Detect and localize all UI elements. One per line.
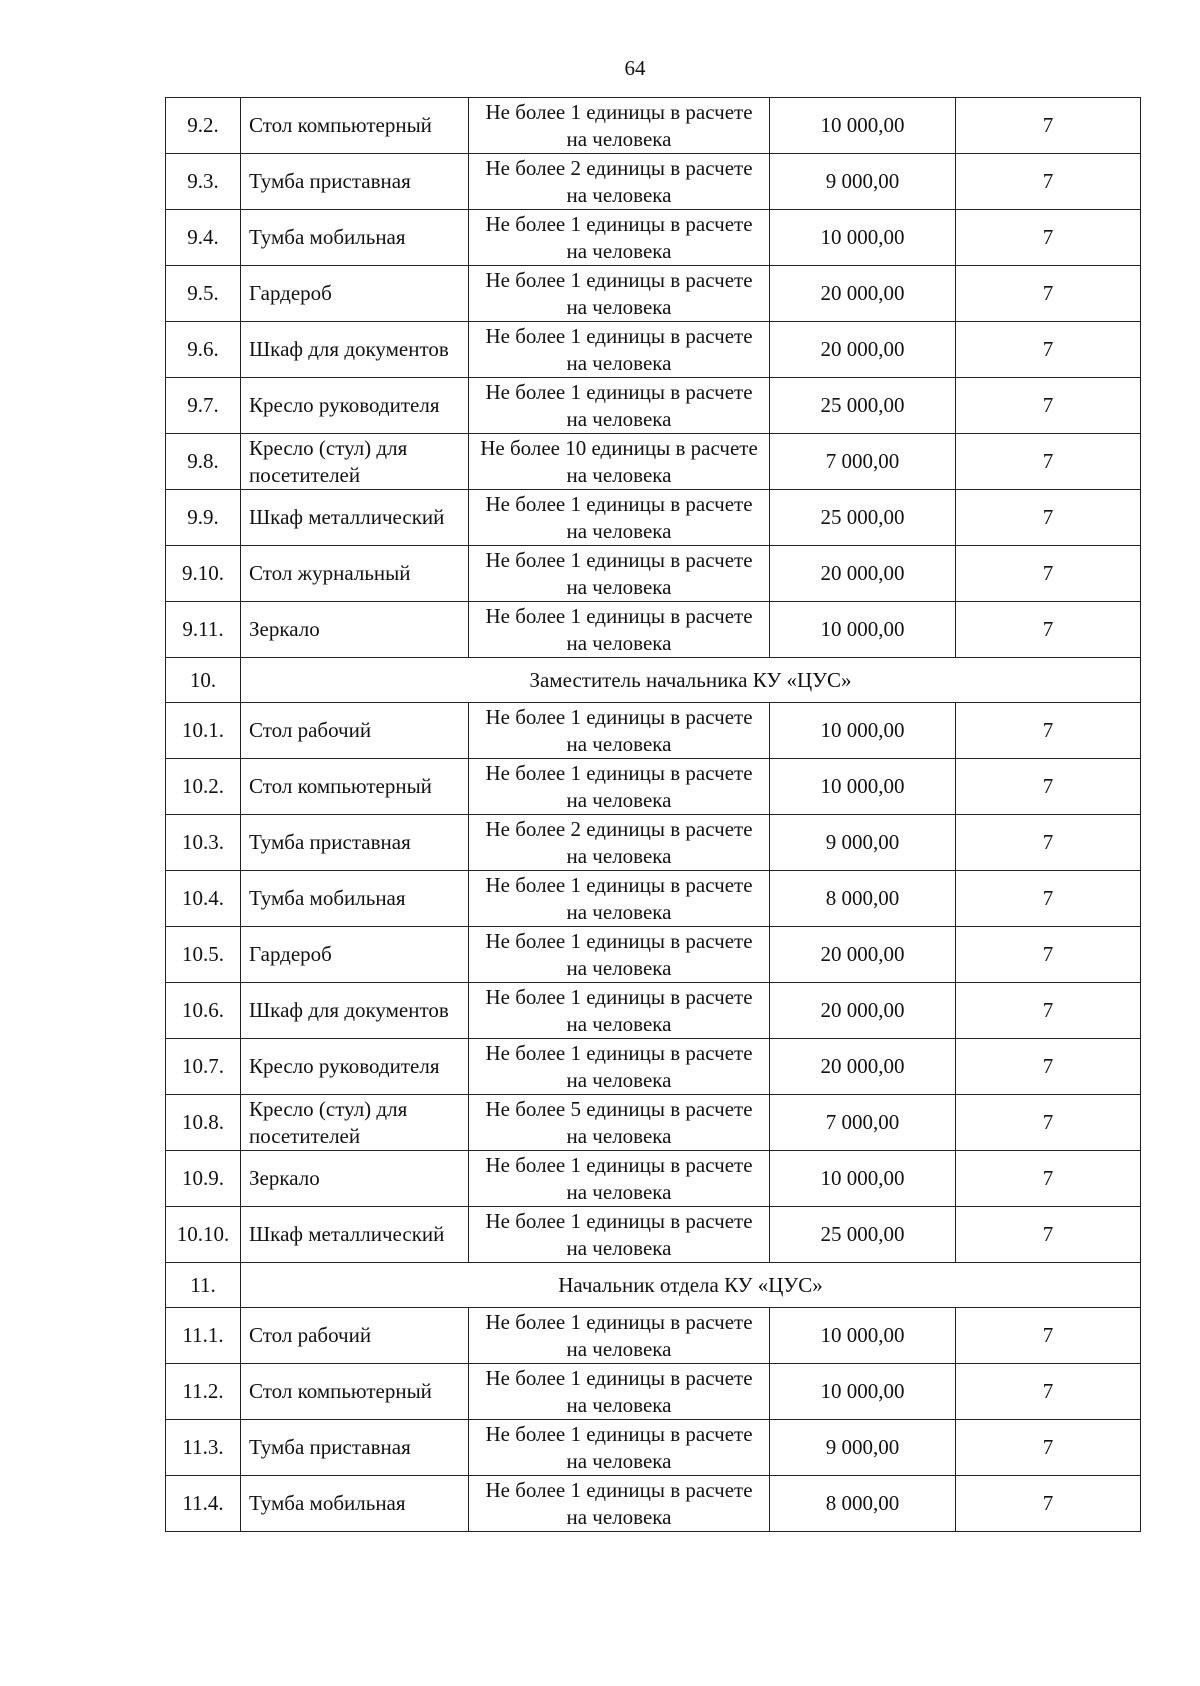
- item-quantity-norm: Не более 1 единицы в расчете на человека: [469, 266, 770, 322]
- item-quantity-norm: Не более 10 единицы в расчете на человека: [469, 434, 770, 490]
- item-quantity-norm: Не более 1 единицы в расчете на человека: [469, 759, 770, 815]
- item-name: Стол компьютерный: [241, 98, 469, 154]
- item-term: 7: [956, 759, 1141, 815]
- row-number: 9.2.: [166, 98, 241, 154]
- row-number: 10.5.: [166, 927, 241, 983]
- item-name: Стол рабочий: [241, 1308, 469, 1364]
- table-row: [166, 703, 1141, 759]
- table-row: [166, 378, 1141, 434]
- item-term: 7: [956, 210, 1141, 266]
- row-number: 10.7.: [166, 1039, 241, 1095]
- item-name: Стол компьютерный: [241, 759, 469, 815]
- item-quantity-norm: Не более 1 единицы в расчете на человека: [469, 1364, 770, 1420]
- row-number: 10.10.: [166, 1207, 241, 1263]
- table-row: [166, 490, 1141, 546]
- item-term: 7: [956, 1476, 1141, 1532]
- item-quantity-norm: Не более 1 единицы в расчете на человека: [469, 546, 770, 602]
- row-number: 9.8.: [166, 434, 241, 490]
- item-term: 7: [956, 602, 1141, 658]
- item-quantity-norm: Не более 1 единицы в расчете на человека: [469, 210, 770, 266]
- item-term: 7: [956, 1207, 1141, 1263]
- section-row: [166, 1263, 1141, 1308]
- table-row: [166, 871, 1141, 927]
- table-body: [166, 98, 1141, 1532]
- item-quantity-norm: Не более 1 единицы в расчете на человека: [469, 322, 770, 378]
- item-name: Гардероб: [241, 927, 469, 983]
- item-price: 20 000,00: [770, 1039, 956, 1095]
- item-quantity-norm: Не более 1 единицы в расчете на человека: [469, 98, 770, 154]
- table-row: [166, 1420, 1141, 1476]
- row-number: 10.2.: [166, 759, 241, 815]
- section-title: Начальник отдела КУ «ЦУС»: [241, 1263, 1141, 1308]
- table-row: [166, 1207, 1141, 1263]
- table-row: [166, 759, 1141, 815]
- row-number: 10.1.: [166, 703, 241, 759]
- section-title: Заместитель начальника КУ «ЦУС»: [241, 658, 1141, 703]
- row-number: 11.3.: [166, 1420, 241, 1476]
- item-term: 7: [956, 266, 1141, 322]
- item-term: 7: [956, 98, 1141, 154]
- table-row: [166, 983, 1141, 1039]
- item-quantity-norm: Не более 1 единицы в расчете на человека: [469, 1420, 770, 1476]
- item-term: 7: [956, 322, 1141, 378]
- item-quantity-norm: Не более 1 единицы в расчете на человека: [469, 871, 770, 927]
- table-row: [166, 266, 1141, 322]
- item-name: Кресло (стул) для посетителей: [241, 434, 469, 490]
- item-quantity-norm: Не более 1 единицы в расчете на человека: [469, 1476, 770, 1532]
- section-row: [166, 658, 1141, 703]
- item-name: Тумба приставная: [241, 154, 469, 210]
- item-price: 25 000,00: [770, 490, 956, 546]
- item-quantity-norm: Не более 1 единицы в расчете на человека: [469, 983, 770, 1039]
- item-quantity-norm: Не более 1 единицы в расчете на человека: [469, 378, 770, 434]
- row-number: 10.4.: [166, 871, 241, 927]
- item-price: 25 000,00: [770, 378, 956, 434]
- item-name: Шкаф металлический: [241, 490, 469, 546]
- item-name: Тумба мобильная: [241, 1476, 469, 1532]
- item-term: 7: [956, 378, 1141, 434]
- item-name: Зеркало: [241, 602, 469, 658]
- table-row: [166, 1095, 1141, 1151]
- item-quantity-norm: Не более 1 единицы в расчете на человека: [469, 1039, 770, 1095]
- item-price: 8 000,00: [770, 1476, 956, 1532]
- furniture-norms-table: [165, 97, 1141, 1532]
- table-row: [166, 602, 1141, 658]
- item-price: 8 000,00: [770, 871, 956, 927]
- row-number: 10.8.: [166, 1095, 241, 1151]
- item-price: 7 000,00: [770, 434, 956, 490]
- table-row: [166, 546, 1141, 602]
- item-term: 7: [956, 1095, 1141, 1151]
- item-term: 7: [956, 154, 1141, 210]
- row-number: 9.10.: [166, 546, 241, 602]
- item-name: Тумба приставная: [241, 1420, 469, 1476]
- item-price: 10 000,00: [770, 98, 956, 154]
- item-quantity-norm: Не более 2 единицы в расчете на человека: [469, 154, 770, 210]
- row-number: 10.6.: [166, 983, 241, 1039]
- item-term: 7: [956, 927, 1141, 983]
- row-number: 10.9.: [166, 1151, 241, 1207]
- item-term: 7: [956, 1039, 1141, 1095]
- table-row: [166, 1151, 1141, 1207]
- item-name: Тумба приставная: [241, 815, 469, 871]
- item-name: Шкаф для документов: [241, 322, 469, 378]
- item-term: 7: [956, 983, 1141, 1039]
- item-term: 7: [956, 871, 1141, 927]
- item-quantity-norm: Не более 1 единицы в расчете на человека: [469, 490, 770, 546]
- table-row: [166, 815, 1141, 871]
- row-number: 9.4.: [166, 210, 241, 266]
- item-price: 20 000,00: [770, 266, 956, 322]
- row-number: 9.3.: [166, 154, 241, 210]
- item-term: 7: [956, 490, 1141, 546]
- row-number: 9.5.: [166, 266, 241, 322]
- item-term: 7: [956, 1151, 1141, 1207]
- item-price: 9 000,00: [770, 154, 956, 210]
- row-number: 9.11.: [166, 602, 241, 658]
- item-price: 25 000,00: [770, 1207, 956, 1263]
- item-term: 7: [956, 1364, 1141, 1420]
- table-row: [166, 1476, 1141, 1532]
- item-price: 10 000,00: [770, 602, 956, 658]
- section-number: 11.: [166, 1263, 241, 1308]
- item-quantity-norm: Не более 1 единицы в расчете на человека: [469, 1151, 770, 1207]
- item-term: 7: [956, 434, 1141, 490]
- table-row: [166, 434, 1141, 490]
- item-price: 9 000,00: [770, 1420, 956, 1476]
- item-name: Шкаф для документов: [241, 983, 469, 1039]
- item-price: 10 000,00: [770, 759, 956, 815]
- item-name: Стол рабочий: [241, 703, 469, 759]
- item-price: 20 000,00: [770, 983, 956, 1039]
- item-name: Кресло (стул) для посетителей: [241, 1095, 469, 1151]
- page-number: 64: [624, 56, 646, 80]
- item-quantity-norm: Не более 2 единицы в расчете на человека: [469, 815, 770, 871]
- item-name: Стол компьютерный: [241, 1364, 469, 1420]
- table-row: [166, 1308, 1141, 1364]
- row-number: 11.4.: [166, 1476, 241, 1532]
- item-quantity-norm: Не более 1 единицы в расчете на человека: [469, 927, 770, 983]
- item-term: 7: [956, 1420, 1141, 1476]
- row-number: 9.9.: [166, 490, 241, 546]
- section-number: 10.: [166, 658, 241, 703]
- item-price: 10 000,00: [770, 703, 956, 759]
- table-row: [166, 322, 1141, 378]
- table-row: [166, 210, 1141, 266]
- item-name: Тумба мобильная: [241, 871, 469, 927]
- item-term: 7: [956, 815, 1141, 871]
- item-price: 10 000,00: [770, 1151, 956, 1207]
- item-price: 10 000,00: [770, 210, 956, 266]
- item-name: Кресло руководителя: [241, 1039, 469, 1095]
- table-row: [166, 927, 1141, 983]
- row-number: 11.1.: [166, 1308, 241, 1364]
- row-number: 10.3.: [166, 815, 241, 871]
- item-term: 7: [956, 703, 1141, 759]
- row-number: 11.2.: [166, 1364, 241, 1420]
- item-quantity-norm: Не более 5 единицы в расчете на человека: [469, 1095, 770, 1151]
- item-name: Тумба мобильная: [241, 210, 469, 266]
- item-price: 20 000,00: [770, 322, 956, 378]
- item-name: Гардероб: [241, 266, 469, 322]
- item-name: Зеркало: [241, 1151, 469, 1207]
- item-quantity-norm: Не более 1 единицы в расчете на человека: [469, 1308, 770, 1364]
- item-quantity-norm: Не более 1 единицы в расчете на человека: [469, 1207, 770, 1263]
- table-row: [166, 1364, 1141, 1420]
- item-price: 20 000,00: [770, 927, 956, 983]
- item-name: Стол журнальный: [241, 546, 469, 602]
- item-name: Шкаф металлический: [241, 1207, 469, 1263]
- item-price: 10 000,00: [770, 1308, 956, 1364]
- table-row: [166, 98, 1141, 154]
- table-row: [166, 1039, 1141, 1095]
- row-number: 9.6.: [166, 322, 241, 378]
- item-price: 10 000,00: [770, 1364, 956, 1420]
- item-quantity-norm: Не более 1 единицы в расчете на человека: [469, 602, 770, 658]
- row-number: 9.7.: [166, 378, 241, 434]
- item-name: Кресло руководителя: [241, 378, 469, 434]
- item-quantity-norm: Не более 1 единицы в расчете на человека: [469, 703, 770, 759]
- item-price: 9 000,00: [770, 815, 956, 871]
- item-price: 20 000,00: [770, 546, 956, 602]
- item-term: 7: [956, 1308, 1141, 1364]
- item-price: 7 000,00: [770, 1095, 956, 1151]
- item-term: 7: [956, 546, 1141, 602]
- table-row: [166, 154, 1141, 210]
